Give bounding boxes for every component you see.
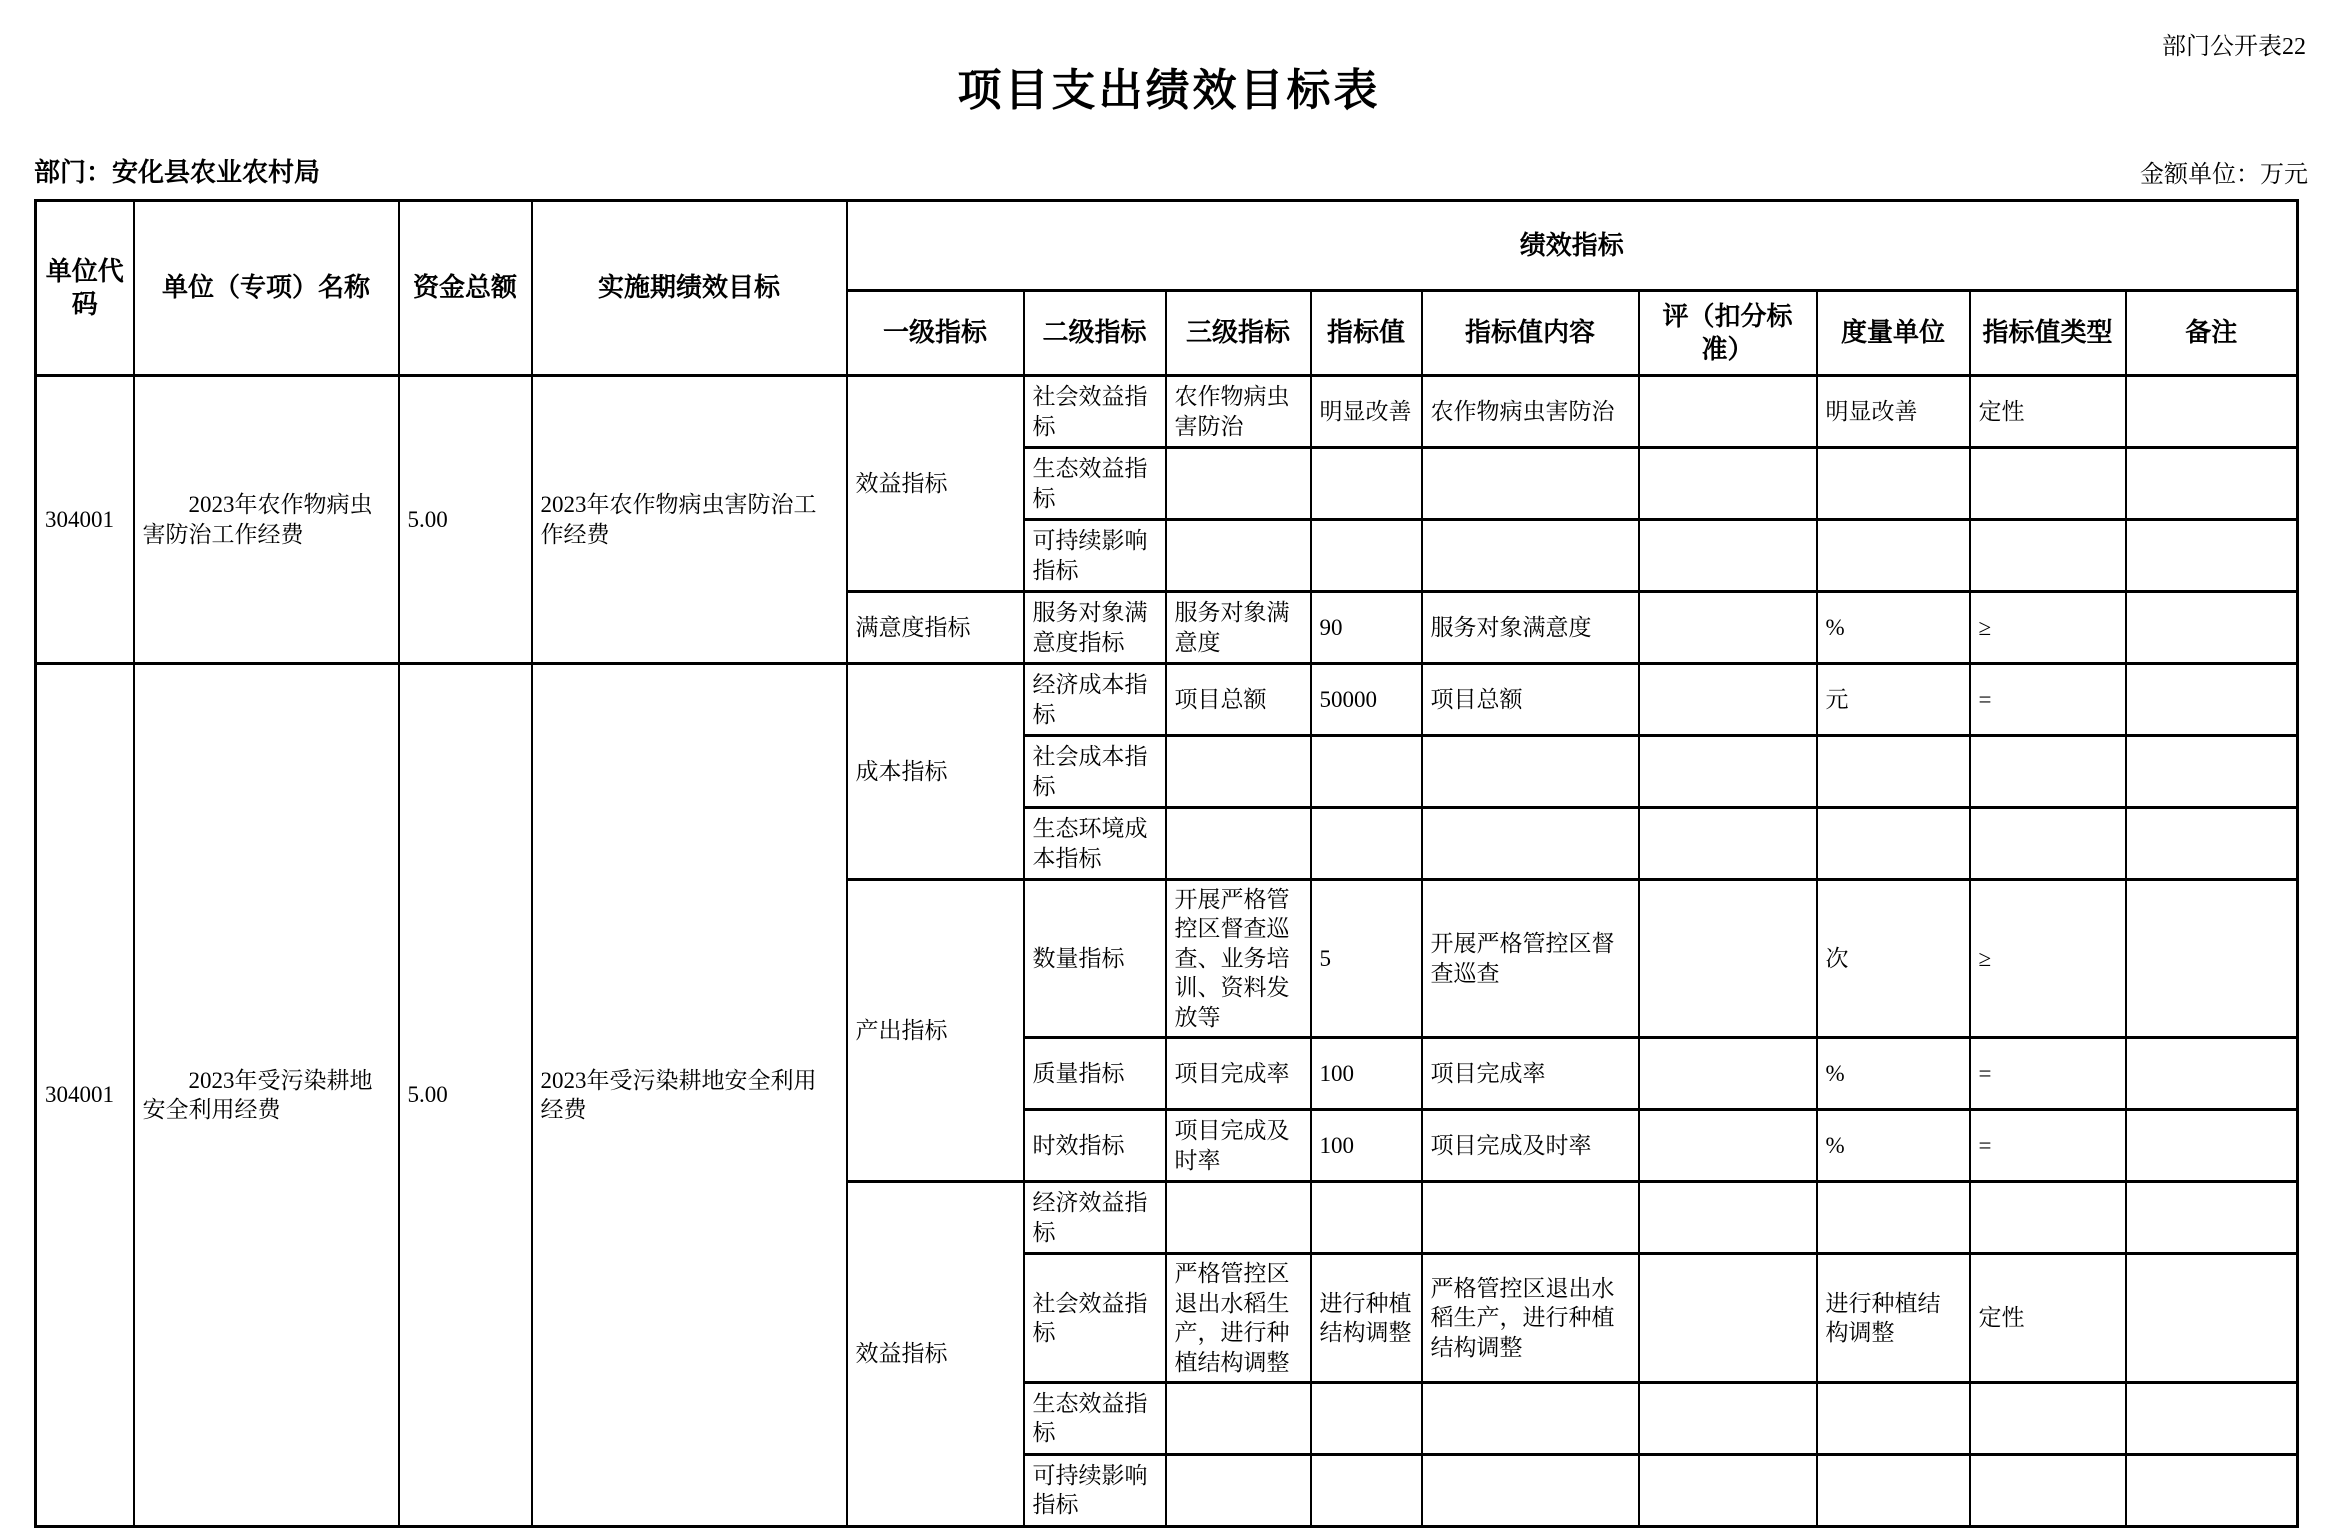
value-content-cell — [1422, 808, 1639, 880]
deduction-standard-cell — [1639, 376, 1817, 448]
value-type-cell: ≥ — [1970, 880, 2126, 1038]
header-total-funds: 资金总额 — [399, 201, 532, 376]
value-type-cell — [1970, 448, 2126, 520]
table-header — [36, 201, 2298, 376]
level1-indicator-cell: 效益指标 — [847, 1182, 1024, 1527]
deduction-standard-cell — [1639, 1038, 1817, 1110]
value-content-cell — [1422, 1454, 1639, 1526]
unit-code-cell: 304001 — [36, 376, 134, 664]
indicator-value-cell: 进行种植结构调整 — [1311, 1254, 1422, 1383]
remark-cell — [2126, 1382, 2298, 1454]
value-type-cell: 定性 — [1970, 376, 2126, 448]
header-performance-indicators: 绩效指标 — [847, 201, 2298, 291]
meta-line — [34, 152, 2308, 189]
remark-cell — [2126, 592, 2298, 664]
level2-indicator-cell: 时效指标 — [1024, 1110, 1166, 1182]
indicator-value-cell: 100 — [1311, 1038, 1422, 1110]
period-target-cell: 2023年农作物病虫害防治工作经费 — [532, 376, 847, 664]
deduction-standard-cell — [1639, 1182, 1817, 1254]
level3-indicator-cell: 项目总额 — [1166, 664, 1311, 736]
value-type-cell: ≥ — [1970, 592, 2126, 664]
level3-indicator-cell — [1166, 448, 1311, 520]
measure-unit-cell: % — [1817, 1110, 1970, 1182]
header-unit-code: 单位代码 — [36, 201, 134, 376]
indicator-value-cell — [1311, 520, 1422, 592]
measure-unit-cell: 明显改善 — [1817, 376, 1970, 448]
header-level3-indicator: 三级指标 — [1166, 291, 1311, 376]
measure-unit-cell: 元 — [1817, 664, 1970, 736]
indicator-value-cell: 50000 — [1311, 664, 1422, 736]
measure-unit-cell — [1817, 1382, 1970, 1454]
value-content-cell — [1422, 448, 1639, 520]
indicator-value-cell: 明显改善 — [1311, 376, 1422, 448]
value-type-cell — [1970, 1454, 2126, 1526]
deduction-standard-cell — [1639, 1110, 1817, 1182]
unit-code-cell: 304001 — [36, 664, 134, 1527]
indicator-value-cell — [1311, 736, 1422, 808]
performance-target-table — [34, 199, 2299, 1528]
measure-unit-cell — [1817, 1182, 1970, 1254]
level1-indicator-cell: 满意度指标 — [847, 592, 1024, 664]
level2-indicator-cell: 社会效益指标 — [1024, 1254, 1166, 1383]
page-title: 项目支出绩效目标表 — [957, 66, 1381, 115]
value-content-cell: 项目完成及时率 — [1422, 1110, 1639, 1182]
deduction-standard-cell — [1639, 664, 1817, 736]
header-remark: 备注 — [2126, 291, 2298, 376]
level1-indicator-cell: 效益指标 — [847, 376, 1024, 592]
deduction-standard-cell — [1639, 448, 1817, 520]
department-label: 部门：安化县农业农村局 — [34, 158, 321, 187]
remark-cell — [2126, 736, 2298, 808]
level1-indicator-cell: 成本指标 — [847, 664, 1024, 880]
level1-indicator-cell: 产出指标 — [847, 880, 1024, 1182]
value-content-cell: 开展严格管控区督查巡查 — [1422, 880, 1639, 1038]
remark-cell — [2126, 448, 2298, 520]
level2-indicator-cell: 社会成本指标 — [1024, 736, 1166, 808]
funds-cell: 5.00 — [399, 376, 532, 664]
project-name-cell: 2023年受污染耕地安全利用经费 — [134, 664, 399, 1527]
header-deduction-standard: 评（扣分标准） — [1639, 291, 1817, 376]
header-period-target: 实施期绩效目标 — [532, 201, 847, 376]
header-unit-name: 单位（专项）名称 — [134, 201, 399, 376]
deduction-standard-cell — [1639, 1382, 1817, 1454]
table-body — [36, 376, 2298, 1527]
level2-indicator-cell: 服务对象满意度指标 — [1024, 592, 1166, 664]
deduction-standard-cell — [1639, 736, 1817, 808]
value-content-cell — [1422, 1382, 1639, 1454]
level3-indicator-cell — [1166, 736, 1311, 808]
value-content-cell: 农作物病虫害防治 — [1422, 376, 1639, 448]
indicator-value-cell: 5 — [1311, 880, 1422, 1038]
value-content-cell: 项目完成率 — [1422, 1038, 1639, 1110]
deduction-standard-cell — [1639, 520, 1817, 592]
header-measure-unit: 度量单位 — [1817, 291, 1970, 376]
indicator-value-cell — [1311, 1454, 1422, 1526]
remark-cell — [2126, 1254, 2298, 1383]
measure-unit-cell: % — [1817, 592, 1970, 664]
header-value-type: 指标值类型 — [1970, 291, 2126, 376]
remark-cell — [2126, 520, 2298, 592]
value-content-cell — [1422, 1182, 1639, 1254]
deduction-standard-cell — [1639, 1454, 1817, 1526]
value-content-cell: 服务对象满意度 — [1422, 592, 1639, 664]
header-value-content: 指标值内容 — [1422, 291, 1639, 376]
level2-indicator-cell: 可持续影响指标 — [1024, 1454, 1166, 1526]
level3-indicator-cell — [1166, 1454, 1311, 1526]
header-level1-indicator: 一级指标 — [847, 291, 1024, 376]
indicator-value-cell: 100 — [1311, 1110, 1422, 1182]
measure-unit-cell — [1817, 736, 1970, 808]
deduction-standard-cell — [1639, 880, 1817, 1038]
level2-indicator-cell: 生态环境成本指标 — [1024, 808, 1166, 880]
level2-indicator-cell: 经济成本指标 — [1024, 664, 1166, 736]
project-name-cell: 2023年农作物病虫害防治工作经费 — [134, 376, 399, 664]
indicator-value-cell: 90 — [1311, 592, 1422, 664]
header-level2-indicator: 二级指标 — [1024, 291, 1166, 376]
header-indicator-value: 指标值 — [1311, 291, 1422, 376]
form-code: 部门公开表22 — [2162, 34, 2306, 60]
level3-indicator-cell: 开展严格管控区督查巡查、业务培训、资料发放等 — [1166, 880, 1311, 1038]
indicator-value-cell — [1311, 808, 1422, 880]
table-row — [36, 376, 2298, 448]
measure-unit-cell — [1817, 448, 1970, 520]
measure-unit-cell — [1817, 520, 1970, 592]
remark-cell — [2126, 376, 2298, 448]
value-type-cell — [1970, 808, 2126, 880]
value-type-cell — [1970, 736, 2126, 808]
remark-cell — [2126, 1182, 2298, 1254]
remark-cell — [2126, 808, 2298, 880]
value-type-cell: = — [1970, 1038, 2126, 1110]
level3-indicator-cell: 项目完成率 — [1166, 1038, 1311, 1110]
measure-unit-cell — [1817, 1454, 1970, 1526]
level3-indicator-cell — [1166, 1382, 1311, 1454]
level2-indicator-cell: 质量指标 — [1024, 1038, 1166, 1110]
level2-indicator-cell: 生态效益指标 — [1024, 1382, 1166, 1454]
remark-cell — [2126, 1454, 2298, 1526]
level3-indicator-cell: 服务对象满意度 — [1166, 592, 1311, 664]
level3-indicator-cell: 农作物病虫害防治 — [1166, 376, 1311, 448]
deduction-standard-cell — [1639, 592, 1817, 664]
value-type-cell: = — [1970, 1110, 2126, 1182]
period-target-cell: 2023年受污染耕地安全利用经费 — [532, 664, 847, 1527]
level3-indicator-cell — [1166, 808, 1311, 880]
table-row — [36, 664, 2298, 736]
measure-unit-cell — [1817, 808, 1970, 880]
value-content-cell: 项目总额 — [1422, 664, 1639, 736]
level2-indicator-cell: 数量指标 — [1024, 880, 1166, 1038]
value-content-cell — [1422, 736, 1639, 808]
indicator-value-cell — [1311, 1182, 1422, 1254]
value-type-cell: 定性 — [1970, 1254, 2126, 1383]
funds-cell: 5.00 — [399, 664, 532, 1527]
value-content-cell: 严格管控区退出水稻生产，进行种植结构调整 — [1422, 1254, 1639, 1383]
remark-cell — [2126, 1110, 2298, 1182]
deduction-standard-cell — [1639, 808, 1817, 880]
value-type-cell — [1970, 1382, 2126, 1454]
value-type-cell — [1970, 1182, 2126, 1254]
level2-indicator-cell: 生态效益指标 — [1024, 448, 1166, 520]
level3-indicator-cell: 严格管控区退出水稻生产，进行种植结构调整 — [1166, 1254, 1311, 1383]
value-type-cell — [1970, 520, 2126, 592]
level3-indicator-cell: 项目完成及时率 — [1166, 1110, 1311, 1182]
remark-cell — [2126, 1038, 2298, 1110]
value-content-cell — [1422, 520, 1639, 592]
amount-unit-label: 金额单位：万元 — [2140, 162, 2308, 188]
indicator-value-cell — [1311, 448, 1422, 520]
remark-cell — [2126, 664, 2298, 736]
level3-indicator-cell — [1166, 1182, 1311, 1254]
remark-cell — [2126, 880, 2298, 1038]
measure-unit-cell: 次 — [1817, 880, 1970, 1038]
measure-unit-cell: 进行种植结构调整 — [1817, 1254, 1970, 1383]
level3-indicator-cell — [1166, 520, 1311, 592]
deduction-standard-cell — [1639, 1254, 1817, 1383]
level2-indicator-cell: 可持续影响指标 — [1024, 520, 1166, 592]
level2-indicator-cell: 经济效益指标 — [1024, 1182, 1166, 1254]
level2-indicator-cell: 社会效益指标 — [1024, 376, 1166, 448]
value-type-cell: = — [1970, 664, 2126, 736]
indicator-value-cell — [1311, 1382, 1422, 1454]
measure-unit-cell: % — [1817, 1038, 1970, 1110]
